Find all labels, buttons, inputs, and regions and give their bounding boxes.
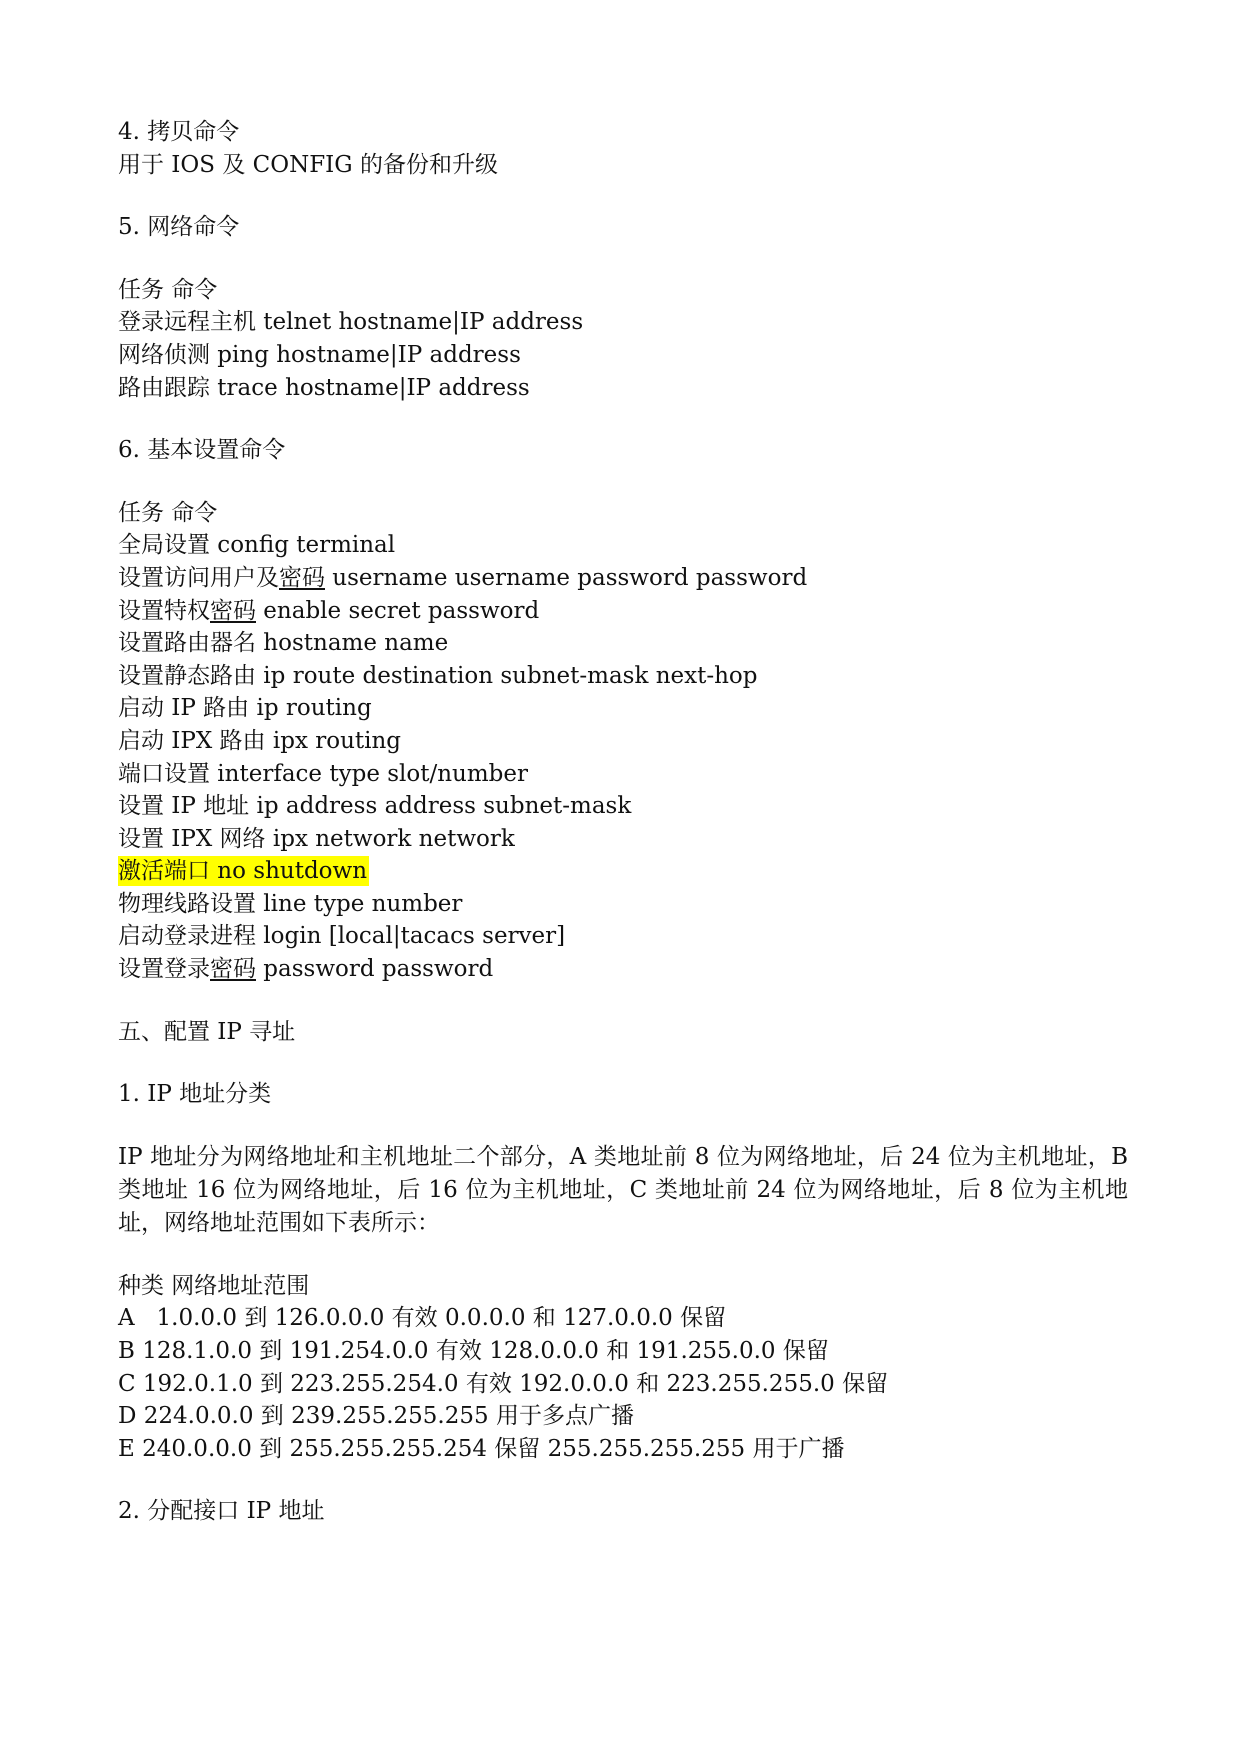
settings-row-command: enable secret password [256,597,540,624]
copy-commands-description: 用于 IOS 及 CONFIG 的备份和升级 [118,151,498,178]
settings-row: 端口设置 interface type slot/number [118,760,529,787]
ip-class-row: E 240.0.0.0 到 255.255.255.254 保留 255.255.255.255 用于广播 [118,1435,845,1462]
spacer [118,986,1128,1016]
settings-row: 设置 IP 地址 ip address address subnet-mask [118,793,632,820]
settings-row [118,953,1128,986]
section-heading-network-commands: 5. 网络命令 [118,214,240,241]
document-body [118,116,1128,1528]
settings-row-task: 设置访问用户及 [118,564,279,591]
settings-row-command: username username password password [325,564,808,591]
settings-row: 全局设置 config terminal [118,532,396,559]
settings-row: 设置静态路由 ip route destination subnet-mask next-hop [118,662,758,689]
ip-class-row: A 1.0.0.0 到 126.0.0.0 有效 0.0.0.0 和 127.0.0.0 保留 [118,1305,727,1332]
ip-class-row: B 128.1.0.0 到 191.254.0.0 有效 128.0.0.0 和 191.255.0.0 保留 [118,1338,829,1365]
spacer [118,467,1128,497]
spacer [118,1240,1128,1270]
section-heading-basic-settings: 6. 基本设置命令 [118,437,286,464]
settings-row-task: 设置特权 [118,597,210,624]
settings-row-highlighted [118,855,1128,888]
spacer [118,404,1128,434]
spacer [118,181,1128,211]
settings-row: 设置 IPX 网络 ipx network network [118,825,515,852]
ip-class-row: D 224.0.0.0 到 239.255.255.255 用于多点广播 [118,1403,634,1430]
settings-row [118,562,1128,595]
settings-row-command: password password [256,956,494,983]
chapter-heading-ip-addressing: 五、配置 IP 寻址 [118,1018,296,1045]
password-link[interactable]: 密码 [279,564,325,591]
settings-row: 启动 IP 路由 ip routing [118,695,372,722]
subheading-ip-classes: 1. IP 地址分类 [118,1081,272,1108]
settings-row: 物理线路设置 line type number [118,890,463,917]
ip-table-header: 种类 网络地址范围 [118,1272,310,1299]
network-command-row: 登录远程主机 telnet hostname|IP address [118,309,584,336]
network-command-row: 路由跟踪 trace hostname|IP address [118,374,530,401]
spacer [118,244,1128,274]
settings-row: 启动 IPX 路由 ipx routing [118,727,402,754]
network-table-header: 任务 命令 [118,276,218,303]
spacer [118,1465,1128,1495]
settings-row: 设置路由器名 hostname name [118,630,449,657]
network-command-row: 网络侦测 ping hostname|IP address [118,341,521,368]
subheading-assign-ip: 2. 分配接口 IP 地址 [118,1498,325,1525]
settings-row [118,595,1128,628]
password-link[interactable]: 密码 [210,597,256,624]
settings-row: 启动登录进程 login [local|tacacs server] [118,923,566,950]
settings-table-header: 任务 命令 [118,499,218,526]
password-link[interactable]: 密码 [210,956,256,983]
section-heading-copy-commands: 4. 拷贝命令 [118,119,240,145]
spacer [118,1048,1128,1078]
ip-classes-paragraph: IP 地址分为网络地址和主机地址二个部分，A 类地址前 8 位为网络地址，后 24 位为主机地址，B 类地址 16 位为网络地址，后 16 位为主机地址，C 类地址前 24 位为网络地址，后 8 位为主机地址，网络地址范围如下表所示： [118,1143,1128,1236]
ip-class-row: C 192.0.1.0 到 223.255.254.0 有效 192.0.0.0 和 223.255.255.0 保留 [118,1370,889,1397]
highlighted-text: 激活端口 no shutdown [118,858,368,885]
settings-row-task: 设置登录 [118,956,210,983]
spacer [118,1111,1128,1141]
